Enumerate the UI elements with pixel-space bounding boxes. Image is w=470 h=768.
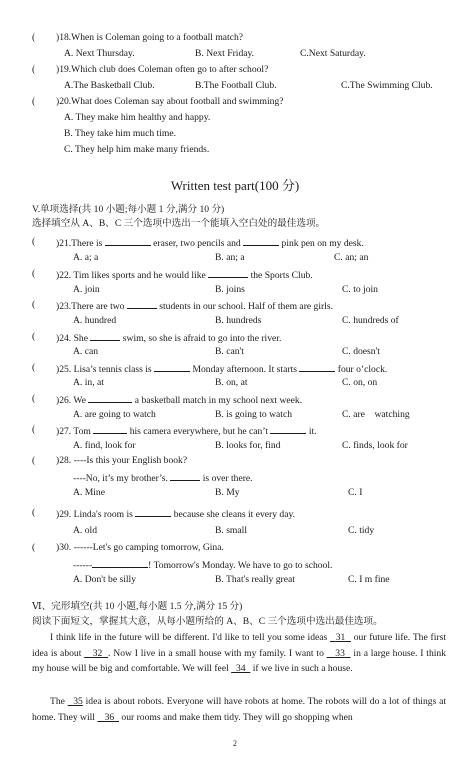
blank[interactable] [88, 393, 132, 403]
q-text: )24. She [56, 333, 88, 344]
q-text: because she cleans it every day. [173, 509, 296, 520]
question-28-line2 [73, 471, 253, 485]
option-c[interactable]: C. to join [342, 284, 378, 295]
q-text: )27. Tom [56, 426, 91, 437]
answer-paren[interactable]: ( [32, 268, 36, 279]
cloze-text: The [50, 696, 65, 707]
q-text: is over there. [202, 473, 253, 484]
question-20: )20.What does Coleman say about football and swimming? [56, 96, 284, 107]
option-b[interactable]: B. My [215, 487, 240, 498]
cloze-blank-34[interactable]: 34 [235, 663, 246, 674]
option-a[interactable]: A. old [73, 525, 97, 536]
answer-paren[interactable]: ( [32, 299, 36, 310]
answer-paren[interactable]: ( [32, 455, 36, 466]
cloze-paragraph-1 [32, 630, 446, 677]
answer-paren[interactable]: ( [32, 64, 36, 75]
option-b[interactable]: B. an; a [215, 252, 245, 263]
option-b[interactable]: B. They take him much time. [64, 128, 176, 139]
option-a[interactable]: A. They make him healthy and happy. [64, 112, 211, 123]
option-c[interactable]: C. on, on [342, 377, 378, 388]
blank[interactable] [92, 558, 148, 568]
section-6-instruction: 阅读下面短文，掌握其大意，从每小题所给的 A、B、C 三个选项中选出最佳选项。 [32, 616, 383, 627]
option-a[interactable]: A.The Basketball Club. [64, 80, 155, 91]
option-c[interactable]: C. an; an [334, 252, 369, 263]
q-text: ! Tomorrow's Monday. We have to go to school. [148, 560, 333, 571]
answer-paren[interactable]: ( [32, 424, 36, 435]
question-30: )30. ------Let's go camping tomorrow, Gina. [56, 542, 224, 553]
option-c[interactable]: C. I [348, 487, 363, 498]
section-5-heading: V.单项选择(共 10 小题;每小题 1 分,满分 10 分) [32, 204, 225, 215]
option-a[interactable]: A. join [73, 284, 100, 295]
cloze-blank-36[interactable]: 36 [104, 711, 115, 723]
q-text: )21.There is [56, 238, 103, 249]
option-a[interactable]: A. find, look for [73, 440, 136, 451]
q-text: a basketball match in my school next week. [134, 395, 303, 406]
option-b[interactable]: B. joins [215, 284, 245, 295]
blank[interactable] [270, 424, 306, 434]
blank[interactable] [154, 362, 190, 372]
option-a[interactable]: A. Mine [73, 487, 105, 498]
written-test-title: Written test part(100 分) [170, 178, 300, 193]
q-text: it. [308, 426, 317, 437]
option-a[interactable]: A. a; a [73, 252, 99, 263]
question-28: )28. ----Is this your English book? [56, 455, 188, 466]
cloze-blank-32[interactable]: 32 [92, 647, 103, 659]
option-a[interactable]: A. Don't be silly [73, 574, 137, 585]
question-30-line2 [73, 558, 332, 572]
option-b[interactable]: B. small [215, 525, 247, 536]
blank[interactable] [135, 507, 171, 517]
option-c[interactable]: C.The Swimming Club. [341, 80, 433, 91]
question-24 [56, 331, 281, 345]
answer-paren[interactable]: ( [32, 362, 36, 373]
page-number: 2 [233, 739, 237, 748]
question-22 [56, 268, 313, 282]
option-c[interactable]: C. finds, look for [342, 440, 408, 451]
blank[interactable] [90, 331, 120, 341]
q-text: )22. Tim likes sports and he would like [56, 270, 206, 281]
blank[interactable] [243, 236, 279, 246]
q-text: )25. Lisa’s tennis class is [56, 364, 152, 375]
answer-paren[interactable]: ( [32, 236, 36, 247]
blank[interactable] [170, 471, 200, 481]
q-text: )26. We [56, 395, 86, 406]
cloze-text: I think life in the future will be different. I'd like to tell you some ideas [50, 632, 328, 643]
cloze-text: our future life. The first idea is about [32, 632, 446, 659]
question-23 [56, 299, 333, 313]
option-b[interactable]: B. That's really great [215, 574, 295, 585]
q-text: four o’clock. [337, 364, 388, 375]
option-c[interactable]: C. are watching [342, 409, 410, 420]
question-21 [56, 236, 364, 250]
q-text: )23.There are two [56, 301, 125, 312]
option-c[interactable]: C.Next Saturday. [300, 48, 366, 59]
answer-paren[interactable]: ( [32, 542, 36, 553]
q-text: Monday afternoon. It starts [192, 364, 297, 375]
option-c[interactable]: C. They help him make many friends. [64, 144, 210, 155]
q-text: his camera everywhere, but he can’t [129, 426, 269, 437]
option-c[interactable]: C. doesn't [342, 346, 380, 357]
option-a[interactable]: A. can [73, 346, 99, 357]
option-b[interactable]: B. hundreds [215, 315, 262, 326]
q-text: swim, so she is afraid to go into the river. [122, 333, 282, 344]
option-b[interactable]: B. on, at [215, 377, 248, 388]
cloze-text: our rooms and make them tidy. They will go shopping when [121, 711, 353, 723]
option-a[interactable]: A. Next Thursday. [64, 48, 135, 59]
q-text: )29. Linda's room is [56, 509, 133, 520]
cloze-paragraph-2 [32, 694, 446, 725]
option-c[interactable]: C. hundreds of [342, 315, 399, 326]
q-text: eraser, two pencils and [153, 238, 241, 249]
blank[interactable] [105, 236, 151, 246]
answer-paren[interactable]: ( [32, 32, 36, 43]
q-text: ------ [73, 560, 93, 571]
cloze-text: idea is about robots. Everyone will have robots at home. The robots will do a lot of things at home. They will [32, 696, 446, 723]
blank[interactable] [93, 424, 127, 434]
answer-paren[interactable]: ( [32, 393, 36, 404]
option-c[interactable]: C. I m fine [348, 574, 390, 585]
q-text: pink pen on my desk. [281, 238, 364, 249]
q-text: the Sports Club. [250, 270, 313, 281]
q-text: students in our school. Half of them are girls. [159, 301, 333, 312]
option-a[interactable]: A. are going to watch [73, 409, 156, 420]
option-c[interactable]: C. tidy [348, 525, 375, 536]
option-b[interactable]: B. looks for, find [215, 440, 281, 451]
blank[interactable] [208, 268, 248, 278]
blank[interactable] [299, 362, 335, 372]
question-19: )19.Which club does Coleman often go to after school? [56, 64, 269, 75]
section-5-instruction: 选择填空从 A、B、C 三个选项中选出一个能填入空白处的最佳选项。 [32, 218, 326, 229]
cloze-text: if we live in such a house. [252, 663, 353, 674]
option-a[interactable]: A. in, at [73, 377, 104, 388]
cloze-blank-33[interactable]: 33 [335, 647, 345, 659]
option-b[interactable]: B. Next Friday. [195, 48, 255, 59]
answer-paren[interactable]: ( [32, 507, 36, 518]
cloze-blank-35[interactable]: 35 [73, 696, 83, 707]
option-b[interactable]: B. is going to watch [215, 409, 293, 420]
option-b[interactable]: B. can't [215, 346, 244, 357]
question-29 [56, 507, 295, 521]
answer-paren[interactable]: ( [32, 96, 36, 107]
q-text: ----No, it’s my brother’s. [73, 473, 168, 484]
cloze-text: . Now I live in a small house with my family. I want to [108, 647, 324, 659]
section-6-heading: Ⅵ、完形填空(共 10 小题,每小题 1.5 分,满分 15 分) [32, 601, 243, 612]
cloze-blank-31[interactable]: 31 [335, 632, 346, 643]
question-25 [56, 362, 387, 376]
question-26 [56, 393, 302, 407]
question-27 [56, 424, 317, 438]
cloze-text: in a large house. I think my house will be big and comfortable. We will feel [32, 647, 447, 674]
answer-paren[interactable]: ( [32, 331, 36, 342]
option-a[interactable]: A. hundred [73, 315, 117, 326]
question-18: )18.When is Coleman going to a football match? [56, 32, 244, 43]
option-b[interactable]: B.The Football Club. [195, 80, 277, 91]
blank[interactable] [127, 299, 157, 309]
